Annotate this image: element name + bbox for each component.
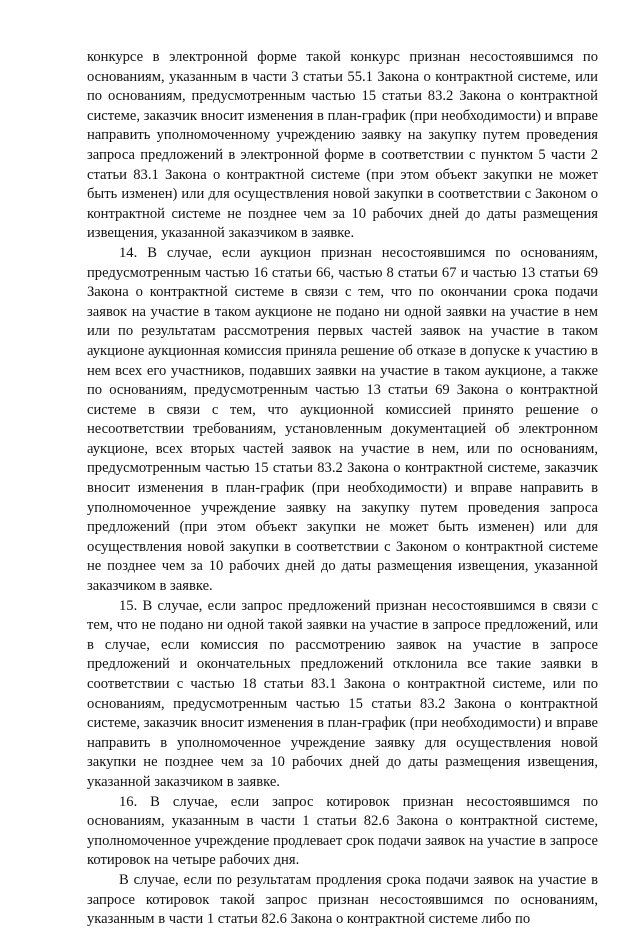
paragraph-14: 14. В случае, если аукцион признан несостоявшимся по основаниям, предусмотренным частью 16 статьи 66, частью 8 статьи 67 и частью 13 статьи 69 Закона о контрактной системе в связи с тем, что по окончании срока подачи заявок на участие в таком аукционе не подано ни одной заявки на участие в нем или по результатам рассмотрения первых частей заявок на участие в таком аукционе аукционная комиссия приняла решение об отказе в допуске к участию в нем всех его участников, подавших заявки на участие в таком аукционе, а также по основаниям, предусмотренным частью 13 статьи 69 Закона о контрактной системе в связи с тем, что аукционной комиссией принято решение о несоответствии требованиям, установленным документацией об электронном аукционе, всех вторых частей заявок на участие в нем, или по основаниям, предусмотренным частью 15 статьи 83.2 Закона о контрактной системе, заказчик вносит изменения в план-график (при необходимости) и вправе направить в уполномоченное учреждение заявку на закупку путем проведения запроса предложений (при этом объект закупки не может быть изменен) или для осуществления новой закупки в соответствии с Законом о контрактной системе не позднее чем за 10 рабочих дней до даты размещения извещения, указанной заказчиком в заявке. bbox=[87, 244, 598, 595]
paragraph-16: 16. В случае, если запрос котировок признан несостоявшимся по основаниям, указанным в части 1 статьи 82.6 Закона о контрактной системе, уполномоченное учреждение продлевает срок подачи заявок на участие в запросе котировок на четыре рабочих дня. bbox=[87, 793, 598, 869]
paragraph-continuation: конкурсе в электронной форме такой конкурс признан несостоявшимся по основаниям, указанным в части 3 статьи 55.1 Закона о контрактной системе, или по основаниям, предусмотренным частью 15 статьи 83.2 Закона о контрактной системе, заказчик вносит изменения в план-график (при необходимости) и вправе направить уполномоченному учреждению заявку на закупку путем проведения запроса предложений в электронной форме в соответствии с пунктом 5 части 2 статьи 83.1 Закона о контрактной системе (при этом объект закупки не может быть изменен) или для осуществления новой закупки в соответствии с Законом о контрактной системе не позднее чем за 10 рабочих дней до даты размещения извещения, указанной заказчиком в заявке. bbox=[87, 49, 598, 242]
paragraph-16-continued: В случае, если по результатам продления срока подачи заявок на участие в запросе котировок такой запрос признан несостоявшимся по основаниям, указанным в части 1 статьи 82.6 Закона о контрактной системе либо по bbox=[87, 871, 598, 928]
document-body bbox=[87, 48, 598, 930]
paragraph-15: 15. В случае, если запрос предложений признан несостоявшимся в связи с тем, что не подано ни одной такой заявки на участие в запросе предложений, или в случае, если комиссия по рассмотрению заявок на участие в запросе предложений и окончательных предложений отклонила все такие заявки в соответствии с частью 18 статьи 83.1 Закона о контрактной системе, или по основаниям, предусмотренным частью 15 статьи 83.2 Закона о контрактной системе, заказчик вносит изменения в план-график (при необходимости) и вправе направить в уполномоченное учреждение заявку для осуществления новой закупки не позднее чем за 10 рабочих дней до даты размещения извещения, указанной заказчиком в заявке. bbox=[87, 597, 598, 790]
